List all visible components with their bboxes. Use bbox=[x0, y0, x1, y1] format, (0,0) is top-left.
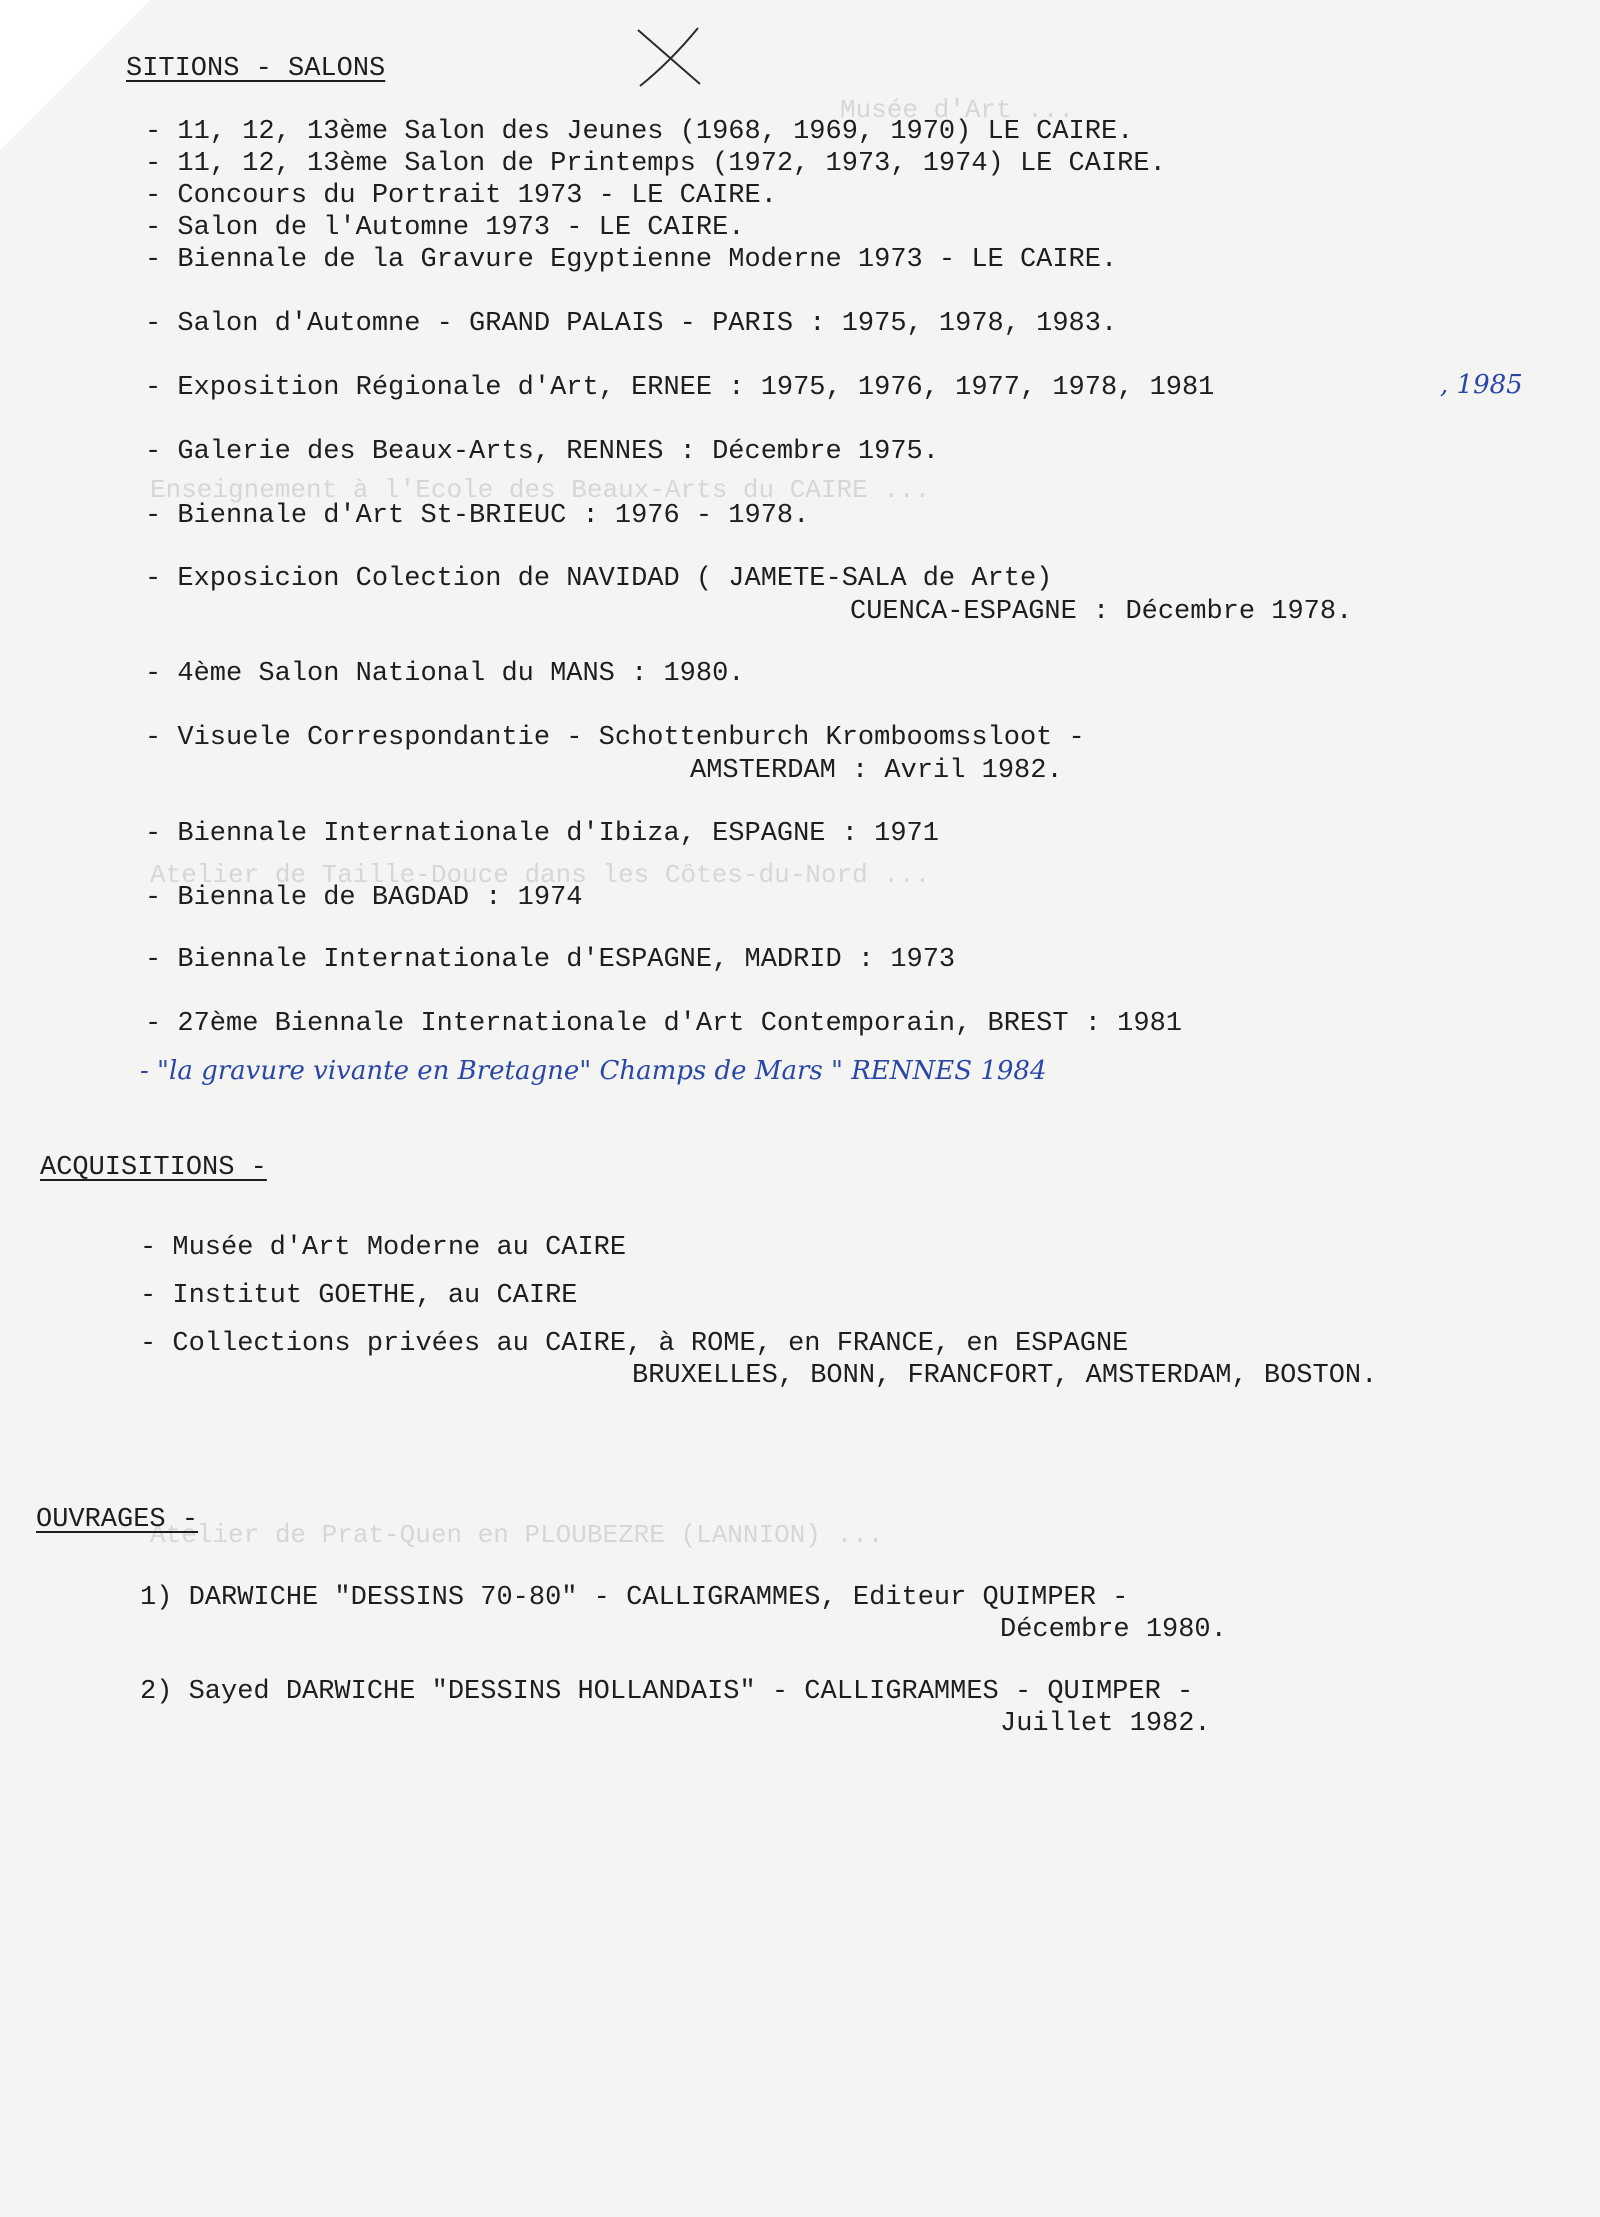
section-heading-acquisitions: ACQUISITIONS - bbox=[40, 1153, 267, 1183]
list-item-continuation: Décembre 1980. bbox=[1000, 1615, 1227, 1645]
list-item: - 11, 12, 13ème Salon des Jeunes (1968, 1969, 1970) LE CAIRE. bbox=[145, 117, 1134, 147]
bleed-through-text: Atelier de Taille-Douce dans les Côtes-du-Nord ... bbox=[150, 860, 931, 890]
list-item: - 11, 12, 13ème Salon de Printemps (1972, 1973, 1974) LE CAIRE. bbox=[145, 149, 1166, 179]
list-item: - Musée d'Art Moderne au CAIRE bbox=[140, 1233, 627, 1263]
list-item-continuation: BRUXELLES, BONN, FRANCFORT, AMSTERDAM, BOSTON. bbox=[632, 1361, 1378, 1391]
handwritten-year-note: , 1985 bbox=[1440, 370, 1523, 400]
list-item: - Salon de l'Automne 1973 - LE CAIRE. bbox=[145, 213, 745, 243]
list-item: - Concours du Portrait 1973 - LE CAIRE. bbox=[145, 181, 777, 211]
list-item: - Biennale de la Gravure Egyptienne Moderne 1973 - LE CAIRE. bbox=[145, 245, 1118, 275]
list-item: 2) Sayed DARWICHE "DESSINS HOLLANDAIS" - CALLIGRAMMES - QUIMPER - bbox=[140, 1677, 1194, 1707]
handwritten-x-mark bbox=[630, 22, 710, 92]
list-item-continuation: AMSTERDAM : Avril 1982. bbox=[690, 756, 1063, 786]
list-item: - Biennale Internationale d'ESPAGNE, MADRID : 1973 bbox=[145, 945, 956, 975]
list-item: - 27ème Biennale Internationale d'Art Contemporain, BREST : 1981 bbox=[145, 1009, 1182, 1039]
list-item-continuation: CUENCA-ESPAGNE : Décembre 1978. bbox=[850, 597, 1353, 627]
list-item: - Biennale de BAGDAD : 1974 bbox=[145, 883, 583, 913]
list-item: 1) DARWICHE "DESSINS 70-80" - CALLIGRAMMES, Editeur QUIMPER - bbox=[140, 1583, 1129, 1613]
list-item: - 4ème Salon National du MANS : 1980. bbox=[145, 659, 745, 689]
bleed-through-text: Atelier de Prat-Quen en PLOUBEZRE (LANNION) ... bbox=[150, 1520, 884, 1550]
list-item-continuation: Juillet 1982. bbox=[1000, 1709, 1211, 1739]
bleed-through-text: Enseignement à l'Ecole des Beaux-Arts du CAIRE ... bbox=[150, 475, 931, 505]
list-item: - Visuele Correspondantie - Schottenburch Kromboomssloot - bbox=[145, 723, 1085, 753]
list-item: - Collections privées au CAIRE, à ROME, en FRANCE, en ESPAGNE bbox=[140, 1329, 1129, 1359]
list-item: - Salon d'Automne - GRAND PALAIS - PARIS : 1975, 1978, 1983. bbox=[145, 309, 1118, 339]
list-item: - Biennale Internationale d'Ibiza, ESPAGNE : 1971 bbox=[145, 819, 939, 849]
list-item: - Exposition Régionale d'Art, ERNEE : 1975, 1976, 1977, 1978, 1981 bbox=[145, 373, 1215, 403]
list-item: - Biennale d'Art St-BRIEUC : 1976 - 1978. bbox=[145, 501, 810, 531]
section-heading-expositions: SITIONS - SALONS bbox=[126, 54, 386, 84]
section-heading-ouvrages: OUVRAGES - bbox=[36, 1505, 199, 1535]
list-item: - Institut GOETHE, au CAIRE bbox=[140, 1281, 578, 1311]
list-item: - Exposicion Colection de NAVIDAD ( JAMETE-SALA de Arte) bbox=[145, 564, 1053, 594]
bleed-through-text: Musée d'Art ... bbox=[840, 95, 1075, 125]
list-item: - Galerie des Beaux-Arts, RENNES : Décembre 1975. bbox=[145, 437, 939, 467]
handwritten-note: - "la gravure vivante en Bretagne" Champs de Mars " RENNES 1984 bbox=[140, 1056, 1047, 1086]
